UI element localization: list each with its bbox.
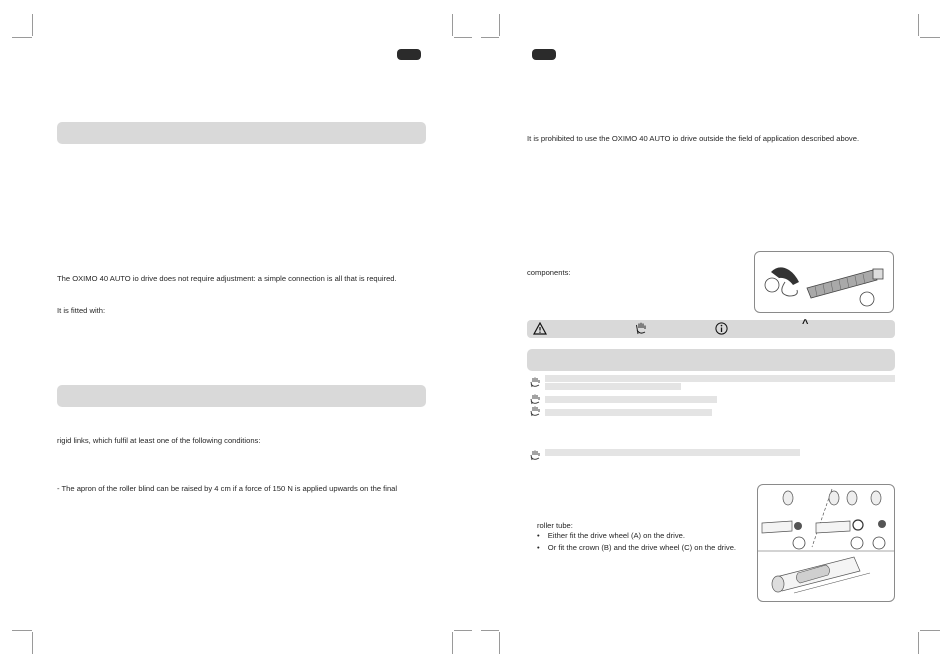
section-header-bar — [57, 122, 426, 144]
paragraph-apron: - The apron of the roller blind can be raised by 4 cm if a force of 150 N is applied upwards on the final — [57, 484, 398, 493]
faded-text-line — [545, 409, 712, 416]
paragraph-roller-tube: roller tube: — [537, 521, 573, 530]
section-header-bar — [57, 385, 426, 407]
drive-wheel-figure — [757, 484, 895, 602]
bullet-text: Or fit the crown (B) and the drive wheel (C) on the drive. — [547, 543, 737, 552]
info-icon — [715, 322, 728, 335]
components-figure — [754, 251, 894, 313]
paragraph-no-adjustment: The OXIMO 40 AUTO io drive does not require adjustment: a simple connection is all that is required. — [57, 274, 397, 283]
paragraph-components: components: — [527, 268, 571, 277]
bullet-marker: • — [537, 531, 540, 540]
legend-bar — [527, 320, 895, 338]
paragraph-rigid-links: rigid links, which fulfil at least one of the following conditions: — [57, 436, 261, 445]
hand-stop-icon — [528, 376, 542, 388]
faded-text-line — [545, 375, 895, 382]
paragraph-fitted-with: It is fitted with: — [57, 306, 106, 315]
bullet-marker: • — [537, 543, 540, 552]
faded-text-line — [545, 449, 800, 456]
page-tab-left — [397, 49, 421, 60]
paragraph-prohibited: It is prohibited to use the OXIMO 40 AUTO io drive outside the field of application described above. — [527, 134, 860, 143]
hand-stop-icon — [528, 449, 542, 461]
bullet-text: Either fit the drive wheel (A) on the drive. — [547, 531, 685, 540]
bullet-item — [537, 531, 685, 541]
bullet-item — [537, 543, 736, 553]
hand-stop-icon — [528, 405, 542, 417]
hand-stop-icon — [634, 321, 648, 335]
section-header-bar — [527, 349, 895, 371]
drive-wheel-illustration — [758, 485, 894, 601]
faded-text-line — [545, 383, 681, 390]
hand-stop-icon — [528, 393, 542, 405]
faded-text-line — [545, 396, 717, 403]
caret-symbol: ^ — [802, 318, 809, 330]
drive-illustration — [755, 252, 893, 312]
page-tab-right — [532, 49, 556, 60]
warning-triangle-icon — [533, 322, 547, 335]
